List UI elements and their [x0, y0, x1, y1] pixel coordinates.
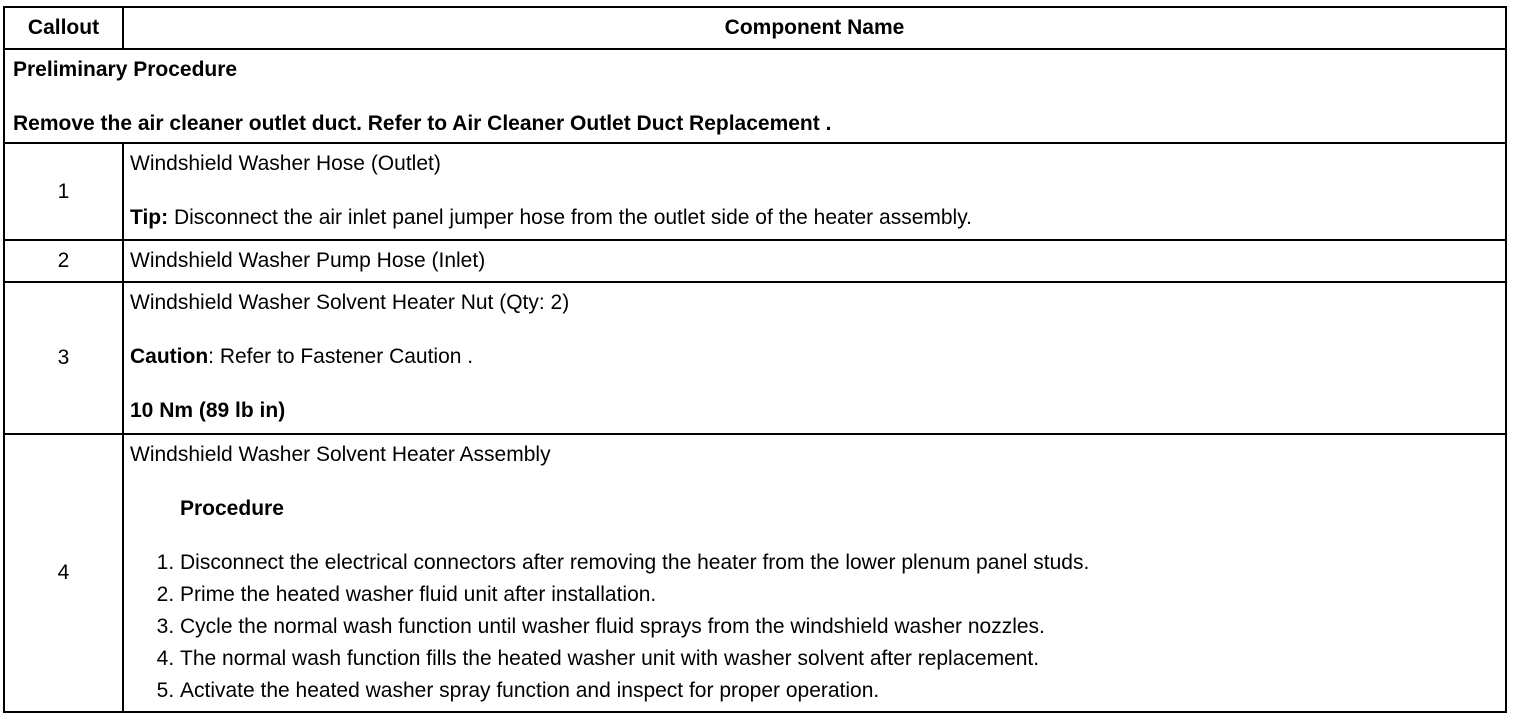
- preliminary-procedure-row: [4, 49, 1506, 143]
- component-name: Windshield Washer Solvent Heater Assembly: [130, 443, 551, 466]
- component-cell: [123, 434, 1506, 712]
- caution-label: Caution: [130, 345, 209, 368]
- tip-note: [130, 206, 1499, 230]
- procedure-step: 3. Cycle the normal wash function until washer fluid sprays from the windshield washer nozzles.: [180, 615, 1499, 639]
- component-cell: [123, 282, 1506, 434]
- table-header-row: [4, 7, 1506, 49]
- table-row: [4, 143, 1506, 240]
- table-row: [4, 282, 1506, 434]
- procedure-step: 2. Prime the heated washer fluid unit after installation.: [180, 583, 1499, 607]
- component-name: Windshield Washer Hose (Outlet): [130, 152, 441, 175]
- callout-number: 3: [4, 282, 123, 434]
- torque-spec: 10 Nm (89 lb in): [130, 399, 286, 422]
- callout-number: 2: [4, 240, 123, 282]
- component-name-column-header: Component Name: [123, 7, 1506, 49]
- caution-text: : Refer to Fastener Caution .: [208, 345, 474, 368]
- component-name: Windshield Washer Pump Hose (Inlet): [130, 249, 486, 272]
- callout-number: 4: [4, 434, 123, 712]
- component-table: [3, 6, 1507, 713]
- table-row: [4, 240, 1506, 282]
- procedure-step: 5. Activate the heated washer spray function and inspect for proper operation.: [180, 679, 1499, 703]
- caution-note: [130, 345, 1499, 369]
- tip-label: Tip:: [130, 206, 169, 229]
- component-cell: [123, 240, 1506, 282]
- preliminary-procedure-cell: [4, 49, 1506, 143]
- table-row: [4, 434, 1506, 712]
- procedure-title: Procedure: [180, 497, 284, 520]
- callout-number: 1: [4, 143, 123, 240]
- component-cell: [123, 143, 1506, 240]
- callout-column-header: Callout: [4, 7, 123, 49]
- procedure-steps: [130, 551, 1499, 703]
- preliminary-procedure-text: Remove the air cleaner outlet duct. Refer to Air Cleaner Outlet Duct Replacement .: [13, 112, 832, 135]
- procedure-step: 4. The normal wash function fills the heated washer unit with washer solvent after replacement.: [180, 647, 1499, 671]
- component-name: Windshield Washer Solvent Heater Nut (Qty: 2): [130, 291, 570, 314]
- tip-text: Disconnect the air inlet panel jumper hose from the outlet side of the heater assembly.: [168, 206, 972, 229]
- preliminary-procedure-title: Preliminary Procedure: [13, 58, 238, 81]
- procedure-step: 1. Disconnect the electrical connectors after removing the heater from the lower plenum panel studs.: [180, 551, 1499, 575]
